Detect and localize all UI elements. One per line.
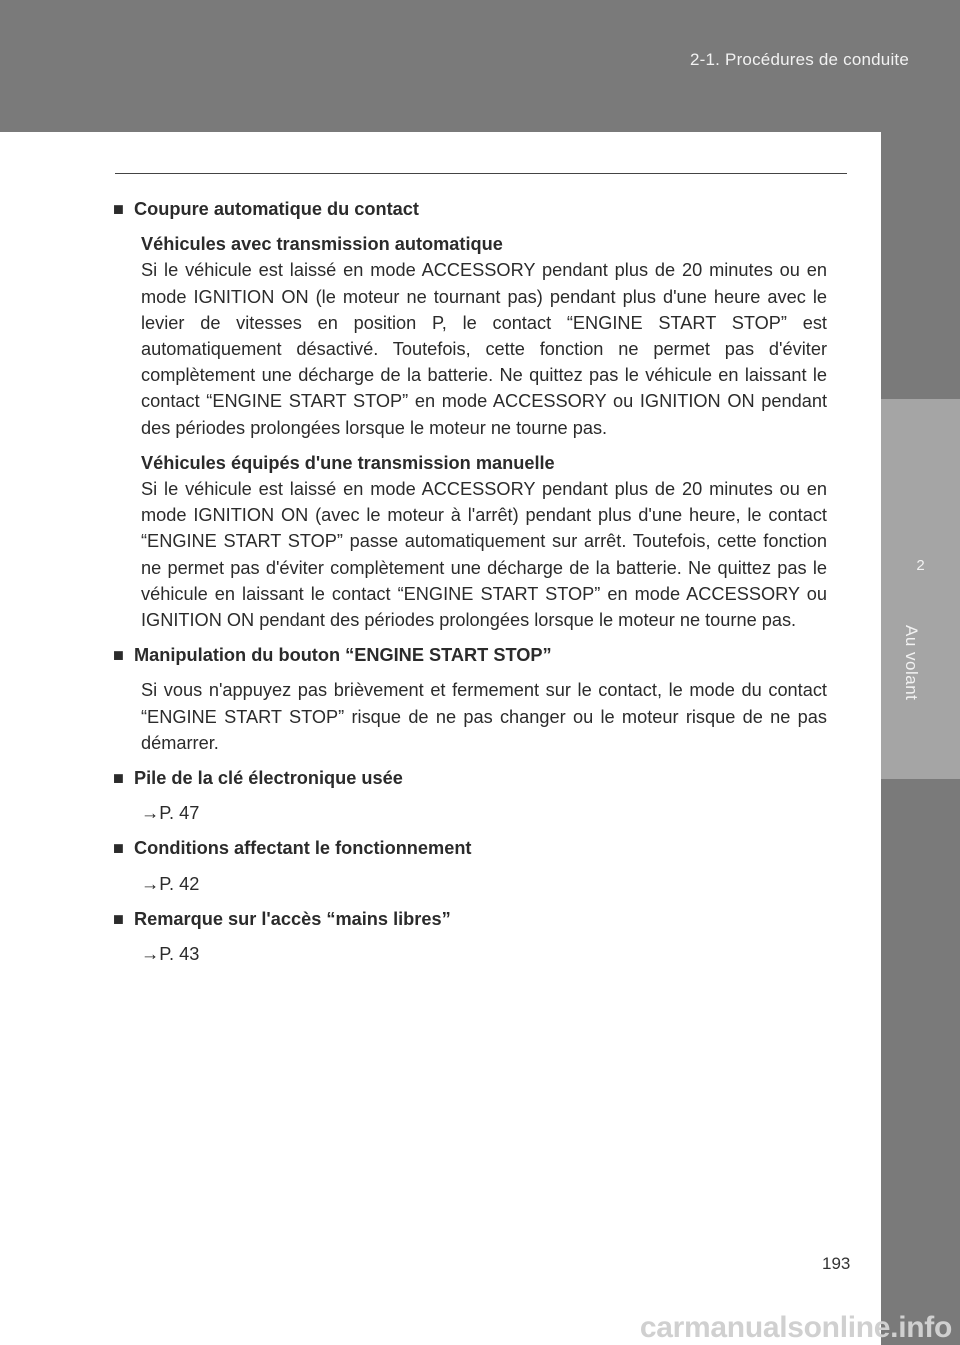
chapter-title: Au volant bbox=[902, 625, 921, 701]
page-content bbox=[113, 196, 827, 976]
header-band bbox=[0, 0, 960, 132]
square-bullet-icon: ■ bbox=[113, 838, 124, 859]
section-heading: ■ Manipulation du bouton “ENGINE START STOP” bbox=[113, 642, 827, 668]
square-bullet-icon: ■ bbox=[113, 199, 124, 219]
paragraph: Si le véhicule est laissé en mode ACCESSORY pendant plus de 20 minutes ou en mode IGNITION ON (avec le moteur à l'arrêt) pendant plus d'une heure, le contact “ENGINE START STOP” passe automatiquement sur arrêt. Toutefois, cette fonction ne permet pas d'éviter complètement une décharge de la batterie. Ne quittez pas le véhicule en laissant le contact “ENGINE START STOP” en mode ACCESSORY ou IGNITION ON pendant des périodes prolongées lorsque le moteur ne tourne pas. bbox=[141, 479, 827, 631]
section-header: 2-1. Procédures de conduite bbox=[690, 50, 909, 69]
paragraph: Si le véhicule est laissé en mode ACCESSORY pendant plus de 20 minutes ou en mode IGNITION ON (le moteur ne tournant pas) pendant plus d'une heure avec le levier de vitesses en position P, le contact “ENGINE START STOP” est automatiquement désactivé. Toutefois, cette fonction ne permet pas d'éviter complètement une décharge de la batterie. Ne quittez pas le véhicule en laissant le contact “ENGINE START STOP” en mode ACCESSORY ou IGNITION ON pendant des périodes prolongées lorsque le moteur ne tourne pas. bbox=[141, 260, 827, 438]
subheading: Véhicules équipés d'une transmission manuelle bbox=[141, 452, 555, 473]
header-rule bbox=[115, 173, 847, 174]
square-bullet-icon: ■ bbox=[113, 645, 124, 666]
arrow-icon: → bbox=[141, 873, 160, 894]
subheading: Véhicules avec transmission automatique bbox=[141, 234, 503, 255]
paragraph: Si vous n'appuyez pas brièvement et fermement sur le contact, le mode du contact “ENGINE START STOP” risque de ne pas changer ou le moteur risque de ne pas démarrer. bbox=[141, 680, 827, 753]
section-heading: ■ Remarque sur l'accès “mains libres” bbox=[113, 906, 827, 932]
page-reference: →P. 47 bbox=[141, 803, 200, 824]
square-bullet-icon: ■ bbox=[113, 908, 124, 929]
section-heading: ■ Conditions affectant le fonctionnement bbox=[113, 835, 827, 861]
square-bullet-icon: ■ bbox=[113, 768, 124, 789]
watermark: carmanualsonline.info bbox=[639, 1311, 952, 1344]
chapter-tab bbox=[881, 399, 960, 779]
page-reference: →P. 43 bbox=[141, 944, 200, 965]
section-heading: ■ Pile de la clé électronique usée bbox=[113, 765, 827, 791]
section-heading: ■ Coupure automatique du contact bbox=[113, 196, 827, 222]
section-body bbox=[113, 677, 827, 756]
arrow-icon: → bbox=[141, 944, 160, 965]
page-reference: →P. 42 bbox=[141, 873, 200, 894]
arrow-icon: → bbox=[141, 803, 160, 824]
chapter-number: 2 bbox=[916, 557, 925, 574]
side-tab bbox=[881, 132, 960, 1345]
page-number: 193 bbox=[822, 1254, 851, 1273]
section-body bbox=[113, 231, 827, 633]
